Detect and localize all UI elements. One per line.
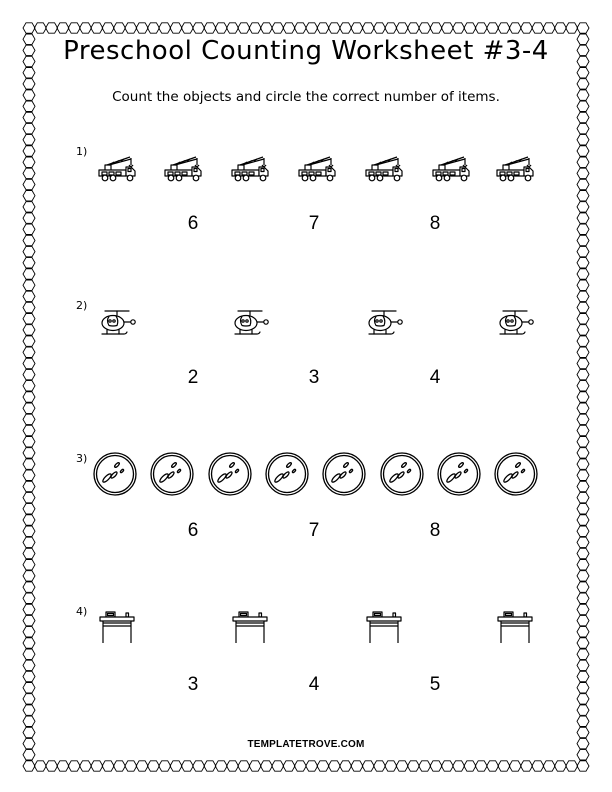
border-hexagon <box>577 560 589 570</box>
border-hexagon <box>577 705 589 715</box>
border-hexagon <box>340 761 352 771</box>
border-hexagon <box>23 660 35 670</box>
border-hexagon <box>441 761 453 771</box>
border-hexagon <box>577 649 589 659</box>
border-hexagon <box>23 615 35 625</box>
border-hexagon <box>475 23 487 33</box>
border-hexagon <box>521 761 533 771</box>
border-hexagon <box>577 135 589 145</box>
border-hexagon <box>577 660 589 670</box>
border-hexagon <box>577 638 589 648</box>
border-hexagon <box>147 23 159 33</box>
crane-truck-icon <box>97 153 137 187</box>
border-hexagon <box>577 347 589 357</box>
border-hexagon <box>385 23 397 33</box>
border-hexagon <box>577 537 589 547</box>
border-hexagon <box>136 761 148 771</box>
border-hexagon <box>238 23 250 33</box>
border-hexagon <box>577 448 589 458</box>
border-hexagon <box>577 727 589 737</box>
border-hexagon <box>407 23 419 33</box>
border-hexagon <box>170 23 182 33</box>
border-hexagon <box>23 716 35 726</box>
border-hexagon <box>249 23 261 33</box>
border-hexagon <box>23 302 35 312</box>
question-1-choice-2[interactable]: 7 <box>308 213 320 234</box>
border-hexagon <box>23 750 35 760</box>
footer-site: TEMPLATETROVE.COM <box>247 739 365 750</box>
border-hexagon <box>23 23 35 33</box>
border-hexagon <box>23 246 35 256</box>
question-3-choice-3[interactable]: 8 <box>429 520 441 541</box>
border-hexagon <box>23 492 35 502</box>
border-hexagon <box>68 761 80 771</box>
border-hexagon <box>577 336 589 346</box>
border-hexagon <box>577 571 589 581</box>
border-hexagon <box>227 23 239 33</box>
border-hexagon <box>577 179 589 189</box>
border-hexagon <box>543 23 555 33</box>
border-hexagon <box>464 761 476 771</box>
border-hexagon <box>577 325 589 335</box>
border-hexagon <box>215 23 227 33</box>
border-hexagon <box>374 23 386 33</box>
border-hexagon <box>23 112 35 122</box>
border-hexagon <box>362 761 374 771</box>
border-hexagon <box>23 627 35 637</box>
border-hexagon <box>577 369 589 379</box>
border-hexagon <box>23 123 35 133</box>
crane-truck-icon <box>297 153 337 187</box>
question-4-label: 4) <box>76 605 88 618</box>
border-hexagon <box>577 246 589 256</box>
border-hexagon <box>80 761 92 771</box>
border-hexagon <box>23 381 35 391</box>
border-hexagon <box>328 761 340 771</box>
border-hexagon <box>351 23 363 33</box>
question-2-choice-3[interactable]: 4 <box>429 367 441 388</box>
border-hexagon <box>23 481 35 491</box>
border-hexagon <box>509 761 521 771</box>
ball-icon <box>207 451 253 501</box>
border-hexagon <box>419 761 431 771</box>
border-hexagon <box>23 470 35 480</box>
border-hexagon <box>23 761 35 771</box>
border-hexagon <box>23 314 35 324</box>
border-hexagon <box>23 448 35 458</box>
border-hexagon <box>374 761 386 771</box>
border-hexagon <box>23 437 35 447</box>
ball-icon <box>92 451 138 501</box>
border-hexagon <box>577 224 589 234</box>
border-hexagon <box>23 649 35 659</box>
border-hexagon <box>306 23 318 33</box>
border-hexagon <box>577 235 589 245</box>
border-hexagon <box>170 761 182 771</box>
border-hexagon <box>23 135 35 145</box>
border-hexagon <box>419 23 431 33</box>
question-1-choice-1[interactable]: 6 <box>187 213 199 234</box>
border-hexagon <box>577 694 589 704</box>
border-hexagon <box>23 414 35 424</box>
question-1-choice-3[interactable]: 8 <box>429 213 441 234</box>
border-hexagon <box>23 358 35 368</box>
border-hexagon <box>34 761 46 771</box>
border-hexagon <box>113 23 125 33</box>
border-hexagon <box>577 425 589 435</box>
border-hexagon <box>577 716 589 726</box>
border-hexagon <box>577 157 589 167</box>
border-hexagon <box>23 79 35 89</box>
border-hexagon <box>23 537 35 547</box>
border-hexagon <box>23 369 35 379</box>
border-hexagon <box>577 291 589 301</box>
border-hexagon <box>113 761 125 771</box>
border-hexagon <box>487 23 499 33</box>
border-hexagon <box>577 604 589 614</box>
border-hexagon <box>407 761 419 771</box>
border-hexagon <box>23 593 35 603</box>
border-hexagon <box>260 23 272 33</box>
border-hexagon <box>577 392 589 402</box>
border-hexagon <box>577 314 589 324</box>
border-hexagon <box>260 761 272 771</box>
border-hexagon <box>181 23 193 33</box>
border-hexagon <box>80 23 92 33</box>
border-hexagon <box>577 202 589 212</box>
worksheet-title: Preschool Counting Worksheet #3-4 <box>63 36 549 66</box>
border-hexagon <box>577 761 589 771</box>
border-hexagon <box>23 459 35 469</box>
border-hexagon <box>23 604 35 614</box>
border-hexagon <box>23 526 35 536</box>
border-hexagon <box>159 23 171 33</box>
border-hexagon <box>577 627 589 637</box>
border-hexagon <box>577 302 589 312</box>
border-hexagon <box>475 761 487 771</box>
border-hexagon <box>23 515 35 525</box>
border-hexagon <box>577 23 589 33</box>
border-hexagon <box>577 269 589 279</box>
border-hexagon <box>577 750 589 760</box>
border-hexagon <box>385 761 397 771</box>
border-hexagon <box>498 23 510 33</box>
border-hexagon <box>577 582 589 592</box>
crane-truck-icon <box>230 153 270 187</box>
instructions: Count the objects and circle the correct number of items. <box>112 89 500 105</box>
border-hexagon <box>577 79 589 89</box>
border-hexagon <box>521 23 533 33</box>
border-hexagon <box>57 23 69 33</box>
crane-truck-icon <box>431 153 471 187</box>
border-hexagon <box>577 671 589 681</box>
border-hexagon <box>249 761 261 771</box>
border-hexagon <box>91 23 103 33</box>
border-hexagon <box>23 325 35 335</box>
question-2-choice-1[interactable]: 2 <box>187 367 199 388</box>
question-3-label: 3) <box>76 452 88 465</box>
border-hexagon <box>453 761 465 771</box>
border-hexagon <box>91 761 103 771</box>
border-hexagon <box>23 224 35 234</box>
border-hexagon <box>441 23 453 33</box>
border-hexagon <box>23 179 35 189</box>
border-hexagon <box>283 23 295 33</box>
border-hexagon <box>577 414 589 424</box>
border-hexagon <box>23 202 35 212</box>
border-hexagon <box>46 23 58 33</box>
border-hexagon <box>294 761 306 771</box>
border-hexagon <box>317 761 329 771</box>
question-3-choice-1[interactable]: 6 <box>187 520 199 541</box>
border-hexagon <box>193 23 205 33</box>
border-hexagon <box>23 504 35 514</box>
border-hexagon <box>23 671 35 681</box>
border-hexagon <box>23 168 35 178</box>
question-4-choice-2[interactable]: 4 <box>308 674 320 695</box>
border-hexagon <box>57 761 69 771</box>
question-4-choice-3[interactable]: 5 <box>429 674 441 695</box>
border-hexagon <box>577 526 589 536</box>
border-hexagon <box>543 761 555 771</box>
border-hexagon <box>23 392 35 402</box>
helicopter-icon <box>97 305 137 345</box>
border-hexagon <box>577 492 589 502</box>
border-hexagon <box>23 191 35 201</box>
border-hexagon <box>23 705 35 715</box>
border-hexagon <box>23 694 35 704</box>
question-2-label: 2) <box>76 299 88 312</box>
border-hexagon <box>23 571 35 581</box>
border-hexagon <box>238 761 250 771</box>
border-hexagon <box>509 23 521 33</box>
border-hexagon <box>23 560 35 570</box>
border-hexagon <box>272 23 284 33</box>
border-hexagon <box>577 615 589 625</box>
border-hexagon <box>102 23 114 33</box>
border-hexagon <box>23 213 35 223</box>
border-hexagon <box>147 761 159 771</box>
border-hexagon <box>566 761 578 771</box>
border-hexagon <box>328 23 340 33</box>
border-hexagon <box>23 582 35 592</box>
border-hexagon <box>351 761 363 771</box>
border-hexagon <box>283 761 295 771</box>
border-hexagon <box>159 761 171 771</box>
border-hexagon <box>464 23 476 33</box>
border-hexagon <box>577 459 589 469</box>
border-hexagon <box>68 23 80 33</box>
desk-icon <box>495 609 535 649</box>
border-hexagon <box>453 23 465 33</box>
border-hexagon <box>23 157 35 167</box>
border-hexagon <box>554 23 566 33</box>
question-1-label: 1) <box>76 145 88 158</box>
border-hexagon <box>23 347 35 357</box>
border-hexagon <box>46 761 58 771</box>
border-hexagon <box>498 761 510 771</box>
desk-icon <box>230 609 270 649</box>
border-hexagon <box>204 761 216 771</box>
border-hexagon <box>532 23 544 33</box>
border-hexagon <box>136 23 148 33</box>
border-hexagon <box>125 761 137 771</box>
border-hexagon <box>554 761 566 771</box>
ball-icon <box>321 451 367 501</box>
border-hexagon <box>340 23 352 33</box>
border-hexagon <box>577 213 589 223</box>
border-hexagon <box>23 403 35 413</box>
border-hexagon <box>577 481 589 491</box>
border-hexagon <box>181 761 193 771</box>
border-hexagon <box>23 269 35 279</box>
border-hexagon <box>577 381 589 391</box>
helicopter-icon <box>364 305 404 345</box>
border-hexagon <box>125 23 137 33</box>
border-hexagon <box>102 761 114 771</box>
border-hexagon <box>23 68 35 78</box>
ball-icon <box>379 451 425 501</box>
border-hexagon <box>577 593 589 603</box>
border-hexagon <box>23 336 35 346</box>
border-hexagon <box>23 548 35 558</box>
border-hexagon <box>23 425 35 435</box>
border-hexagon <box>577 280 589 290</box>
ball-icon <box>493 451 539 501</box>
border-hexagon <box>577 403 589 413</box>
border-hexagon <box>577 470 589 480</box>
ball-icon <box>149 451 195 501</box>
border-hexagon <box>204 23 216 33</box>
border-hexagon <box>577 112 589 122</box>
border-hexagon <box>272 761 284 771</box>
border-hexagon <box>396 23 408 33</box>
border-hexagon <box>577 258 589 268</box>
border-hexagon <box>577 548 589 558</box>
border-hexagon <box>430 761 442 771</box>
border-hexagon <box>577 191 589 201</box>
border-hexagon <box>396 761 408 771</box>
question-4-choice-1[interactable]: 3 <box>187 674 199 695</box>
border-hexagon <box>577 123 589 133</box>
border-hexagon <box>23 258 35 268</box>
question-2-choice-2[interactable]: 3 <box>308 367 320 388</box>
border-hexagon <box>23 146 35 156</box>
border-hexagon <box>23 727 35 737</box>
border-hexagon <box>23 291 35 301</box>
border-hexagon <box>23 638 35 648</box>
border-hexagon <box>23 683 35 693</box>
border-hexagon <box>227 761 239 771</box>
border-hexagon <box>362 23 374 33</box>
border-hexagon <box>532 761 544 771</box>
desk-icon <box>364 609 404 649</box>
border-hexagon <box>215 761 227 771</box>
border-hexagon <box>193 761 205 771</box>
question-3-choice-2[interactable]: 7 <box>308 520 320 541</box>
border-hexagon <box>577 504 589 514</box>
border-hexagon <box>577 515 589 525</box>
border-hexagon <box>577 437 589 447</box>
ball-icon <box>436 451 482 501</box>
ball-icon <box>264 451 310 501</box>
crane-truck-icon <box>163 153 203 187</box>
border-hexagon <box>566 23 578 33</box>
border-hexagon <box>23 280 35 290</box>
border-hexagon <box>430 23 442 33</box>
border-hexagon <box>294 23 306 33</box>
desk-icon <box>97 609 137 649</box>
border-hexagon <box>577 168 589 178</box>
helicopter-icon <box>230 305 270 345</box>
crane-truck-icon <box>364 153 404 187</box>
crane-truck-icon <box>495 153 535 187</box>
border-hexagon <box>487 761 499 771</box>
helicopter-icon <box>495 305 535 345</box>
border-hexagon <box>23 235 35 245</box>
border-hexagon <box>306 761 318 771</box>
border-hexagon <box>34 23 46 33</box>
border-hexagon <box>577 146 589 156</box>
border-hexagon <box>317 23 329 33</box>
border-hexagon <box>577 358 589 368</box>
border-hexagon <box>577 683 589 693</box>
border-hexagon <box>577 68 589 78</box>
